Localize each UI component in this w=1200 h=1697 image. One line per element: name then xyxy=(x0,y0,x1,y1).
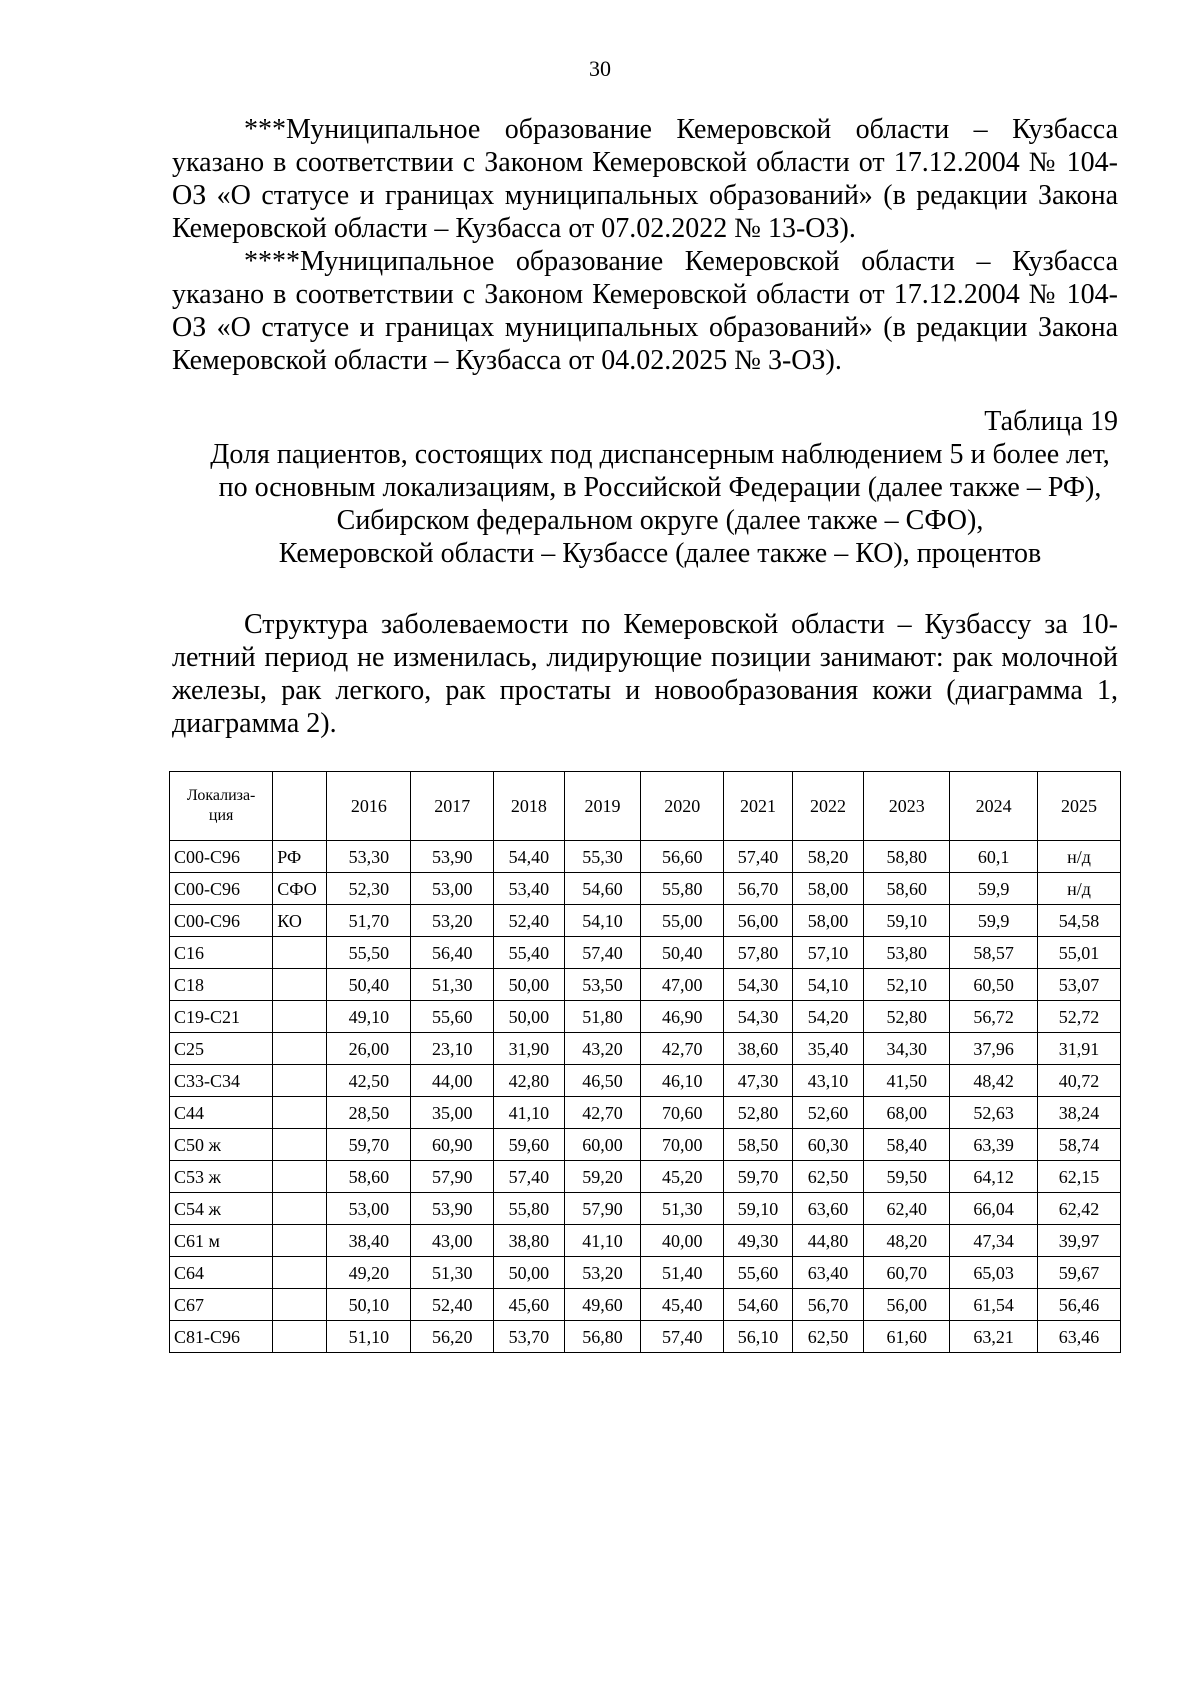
structure-paragraph: Структура заболеваемости по Кемеровской области – Кузбассу за 10-летний период не изменилась, лидирующие позиции занимают: рак молочной железы, рак легкого, рак простаты и новообразования кожи (диаграмма 1, диаграмма 2). xyxy=(172,609,1118,739)
region-cell xyxy=(273,1193,327,1225)
year-header: 2023 xyxy=(864,772,950,841)
table-row xyxy=(170,1065,1121,1097)
value-cell: 54,10 xyxy=(792,969,864,1001)
table-row xyxy=(170,841,1121,873)
year-header: 2019 xyxy=(564,772,641,841)
value-cell: 49,20 xyxy=(327,1257,411,1289)
table-row xyxy=(170,1193,1121,1225)
region-cell: РФ xyxy=(273,841,327,873)
value-cell: 51,10 xyxy=(327,1321,411,1353)
value-cell: 63,39 xyxy=(950,1129,1038,1161)
value-cell: 57,90 xyxy=(411,1161,494,1193)
value-cell: 52,40 xyxy=(411,1289,494,1321)
value-cell: 61,60 xyxy=(864,1321,950,1353)
table-row xyxy=(170,1033,1121,1065)
value-cell: 58,50 xyxy=(724,1129,793,1161)
value-cell: 63,60 xyxy=(792,1193,864,1225)
value-cell: 51,40 xyxy=(641,1257,724,1289)
value-cell: 53,20 xyxy=(411,905,494,937)
value-cell: 54,30 xyxy=(724,1001,793,1033)
value-cell: 55,50 xyxy=(327,937,411,969)
value-cell: 63,21 xyxy=(950,1321,1038,1353)
table-row xyxy=(170,1097,1121,1129)
localization-cell: С16 xyxy=(170,937,273,969)
value-cell: 59,67 xyxy=(1038,1257,1121,1289)
value-cell: 58,57 xyxy=(950,937,1038,969)
value-cell: 53,50 xyxy=(564,969,641,1001)
localization-cell: С25 xyxy=(170,1033,273,1065)
value-cell: 64,12 xyxy=(950,1161,1038,1193)
value-cell: 61,54 xyxy=(950,1289,1038,1321)
localization-header-line: Локализа- xyxy=(186,787,256,804)
region-cell xyxy=(273,937,327,969)
localization-cell: С18 xyxy=(170,969,273,1001)
region-cell: СФО xyxy=(273,873,327,905)
value-cell: 60,50 xyxy=(950,969,1038,1001)
table-row xyxy=(170,1161,1121,1193)
region-cell xyxy=(273,1097,327,1129)
value-cell: 47,00 xyxy=(641,969,724,1001)
value-cell: 43,10 xyxy=(792,1065,864,1097)
region-cell xyxy=(273,1129,327,1161)
value-cell: 52,80 xyxy=(724,1097,793,1129)
value-cell: 56,70 xyxy=(724,873,793,905)
value-cell: 57,80 xyxy=(724,937,793,969)
value-cell: 59,9 xyxy=(950,905,1038,937)
value-cell: 57,40 xyxy=(494,1161,565,1193)
value-cell: 50,40 xyxy=(327,969,411,1001)
value-cell: 23,10 xyxy=(411,1033,494,1065)
value-cell: 59,50 xyxy=(864,1161,950,1193)
localization-cell: С67 xyxy=(170,1289,273,1321)
value-cell: 49,10 xyxy=(327,1001,411,1033)
value-cell: 55,40 xyxy=(494,937,565,969)
value-cell: 59,9 xyxy=(950,873,1038,905)
value-cell: 51,30 xyxy=(641,1193,724,1225)
value-cell: 58,60 xyxy=(327,1161,411,1193)
value-cell: 56,46 xyxy=(1038,1289,1121,1321)
value-cell: 60,30 xyxy=(792,1129,864,1161)
value-cell: 35,00 xyxy=(411,1097,494,1129)
footnotes xyxy=(172,113,1118,377)
region-header xyxy=(273,772,327,841)
year-header: 2021 xyxy=(724,772,793,841)
value-cell: 58,74 xyxy=(1038,1129,1121,1161)
value-cell: 53,70 xyxy=(494,1321,565,1353)
value-cell: 68,00 xyxy=(864,1097,950,1129)
value-cell: 54,20 xyxy=(792,1001,864,1033)
value-cell: 42,50 xyxy=(327,1065,411,1097)
value-cell: 28,50 xyxy=(327,1097,411,1129)
table-caption xyxy=(172,405,1118,570)
year-header: 2024 xyxy=(950,772,1038,841)
value-cell: 53,20 xyxy=(564,1257,641,1289)
value-cell: 50,10 xyxy=(327,1289,411,1321)
table-row xyxy=(170,937,1121,969)
region-cell xyxy=(273,1225,327,1257)
value-cell: 54,10 xyxy=(564,905,641,937)
table-row xyxy=(170,905,1121,937)
value-cell: 52,63 xyxy=(950,1097,1038,1129)
localization-cell: С00-С96 xyxy=(170,873,273,905)
year-header: 2022 xyxy=(792,772,864,841)
value-cell: 53,40 xyxy=(494,873,565,905)
value-cell: 56,00 xyxy=(724,905,793,937)
localization-cell: С00-С96 xyxy=(170,905,273,937)
value-cell: 38,24 xyxy=(1038,1097,1121,1129)
value-cell: 40,00 xyxy=(641,1225,724,1257)
localization-cell: С50 ж xyxy=(170,1129,273,1161)
value-cell: н/д xyxy=(1038,841,1121,873)
localization-cell: С54 ж xyxy=(170,1193,273,1225)
table-row xyxy=(170,1321,1121,1353)
year-header: 2025 xyxy=(1038,772,1121,841)
value-cell: 46,10 xyxy=(641,1065,724,1097)
value-cell: 59,60 xyxy=(494,1129,565,1161)
value-cell: 31,91 xyxy=(1038,1033,1121,1065)
value-cell: 60,00 xyxy=(564,1129,641,1161)
value-cell: 55,60 xyxy=(411,1001,494,1033)
value-cell: 56,80 xyxy=(564,1321,641,1353)
value-cell: 45,40 xyxy=(641,1289,724,1321)
value-cell: 55,60 xyxy=(724,1257,793,1289)
value-cell: 60,1 xyxy=(950,841,1038,873)
value-cell: 70,00 xyxy=(641,1129,724,1161)
table-title-line: Сибирском федеральном округе (далее также – СФО), xyxy=(336,505,984,536)
value-cell: 45,60 xyxy=(494,1289,565,1321)
value-cell: 70,60 xyxy=(641,1097,724,1129)
value-cell: 44,00 xyxy=(411,1065,494,1097)
value-cell: 56,20 xyxy=(411,1321,494,1353)
value-cell: 53,90 xyxy=(411,1193,494,1225)
value-cell: 53,90 xyxy=(411,841,494,873)
value-cell: 52,40 xyxy=(494,905,565,937)
value-cell: 51,70 xyxy=(327,905,411,937)
region-cell xyxy=(273,1321,327,1353)
value-cell: 55,01 xyxy=(1038,937,1121,969)
value-cell: 56,60 xyxy=(641,841,724,873)
value-cell: 31,90 xyxy=(494,1033,565,1065)
value-cell: 62,50 xyxy=(792,1321,864,1353)
value-cell: 35,40 xyxy=(792,1033,864,1065)
table-number: Таблица 19 xyxy=(984,406,1118,437)
value-cell: 63,46 xyxy=(1038,1321,1121,1353)
footnote-quadruple-asterisk: ****Муниципальное образование Кемеровской области – Кузбасса указано в соответствии с Законом Кемеровской области от 17.12.2004 № 104-ОЗ «О статусе и границах муниципальных образований» (в редакции Закона Кемеровской области – Кузбасса от 04.02.2025 № 3-ОЗ). xyxy=(172,246,1118,376)
value-cell: 54,58 xyxy=(1038,905,1121,937)
value-cell: 58,40 xyxy=(864,1129,950,1161)
value-cell: н/д xyxy=(1038,873,1121,905)
value-cell: 62,40 xyxy=(864,1193,950,1225)
value-cell: 42,70 xyxy=(641,1033,724,1065)
page-number: 30 xyxy=(589,56,611,81)
table-row xyxy=(170,1257,1121,1289)
localization-cell: С44 xyxy=(170,1097,273,1129)
value-cell: 41,50 xyxy=(864,1065,950,1097)
table-row xyxy=(170,1129,1121,1161)
localization-header xyxy=(170,772,273,841)
value-cell: 60,90 xyxy=(411,1129,494,1161)
table-title-line: Кемеровской области – Кузбассе (далее также – КО), процентов xyxy=(278,538,1042,569)
localization-cell: С53 ж xyxy=(170,1161,273,1193)
value-cell: 38,80 xyxy=(494,1225,565,1257)
footnote-triple-asterisk: ***Муниципальное образование Кемеровской области – Кузбасса указано в соответствии с Законом Кемеровской области от 17.12.2004 № 104-ОЗ «О статусе и границах муниципальных образований» (в редакции Закона Кемеровской области – Кузбасса от 07.02.2022 № 13-ОЗ). xyxy=(172,114,1118,244)
value-cell: 56,72 xyxy=(950,1001,1038,1033)
value-cell: 56,10 xyxy=(724,1321,793,1353)
value-cell: 52,30 xyxy=(327,873,411,905)
value-cell: 62,15 xyxy=(1038,1161,1121,1193)
value-cell: 54,40 xyxy=(494,841,565,873)
value-cell: 38,40 xyxy=(327,1225,411,1257)
value-cell: 59,10 xyxy=(864,905,950,937)
localization-cell: С19-С21 xyxy=(170,1001,273,1033)
value-cell: 59,10 xyxy=(724,1193,793,1225)
value-cell: 42,80 xyxy=(494,1065,565,1097)
value-cell: 52,10 xyxy=(864,969,950,1001)
value-cell: 59,20 xyxy=(564,1161,641,1193)
value-cell: 47,34 xyxy=(950,1225,1038,1257)
value-cell: 46,50 xyxy=(564,1065,641,1097)
value-cell: 56,00 xyxy=(864,1289,950,1321)
value-cell: 59,70 xyxy=(724,1161,793,1193)
value-cell: 51,30 xyxy=(411,1257,494,1289)
value-cell: 37,96 xyxy=(950,1033,1038,1065)
localization-cell: С81-С96 xyxy=(170,1321,273,1353)
value-cell: 50,00 xyxy=(494,1257,565,1289)
table-body xyxy=(170,841,1121,1353)
year-header: 2016 xyxy=(327,772,411,841)
value-cell: 41,10 xyxy=(494,1097,565,1129)
dispensary-share-table xyxy=(169,771,1121,1353)
value-cell: 50,00 xyxy=(494,1001,565,1033)
value-cell: 57,90 xyxy=(564,1193,641,1225)
value-cell: 62,50 xyxy=(792,1161,864,1193)
value-cell: 58,00 xyxy=(792,905,864,937)
value-cell: 60,70 xyxy=(864,1257,950,1289)
value-cell: 55,80 xyxy=(641,873,724,905)
value-cell: 58,00 xyxy=(792,873,864,905)
value-cell: 38,60 xyxy=(724,1033,793,1065)
value-cell: 54,60 xyxy=(564,873,641,905)
value-cell: 62,42 xyxy=(1038,1193,1121,1225)
value-cell: 54,60 xyxy=(724,1289,793,1321)
value-cell: 58,80 xyxy=(864,841,950,873)
localization-cell: С61 м xyxy=(170,1225,273,1257)
table-row xyxy=(170,1001,1121,1033)
year-header: 2017 xyxy=(411,772,494,841)
value-cell: 55,30 xyxy=(564,841,641,873)
value-cell: 49,30 xyxy=(724,1225,793,1257)
value-cell: 55,80 xyxy=(494,1193,565,1225)
value-cell: 57,40 xyxy=(724,841,793,873)
value-cell: 52,60 xyxy=(792,1097,864,1129)
value-cell: 51,80 xyxy=(564,1001,641,1033)
localization-cell: С33-С34 xyxy=(170,1065,273,1097)
table-title-line: по основным локализациям, в Российской Федерации (далее также – РФ), xyxy=(218,472,1102,503)
table-row xyxy=(170,1225,1121,1257)
year-header: 2020 xyxy=(641,772,724,841)
table-title-line: Доля пациентов, состоящих под диспансерным наблюдением 5 и более лет, xyxy=(210,439,1110,470)
value-cell: 56,70 xyxy=(792,1289,864,1321)
value-cell: 49,60 xyxy=(564,1289,641,1321)
value-cell: 56,40 xyxy=(411,937,494,969)
value-cell: 53,00 xyxy=(411,873,494,905)
table-row xyxy=(170,1289,1121,1321)
value-cell: 43,20 xyxy=(564,1033,641,1065)
value-cell: 34,30 xyxy=(864,1033,950,1065)
value-cell: 26,00 xyxy=(327,1033,411,1065)
value-cell: 45,20 xyxy=(641,1161,724,1193)
region-cell xyxy=(273,1065,327,1097)
region-cell xyxy=(273,1001,327,1033)
value-cell: 57,40 xyxy=(564,937,641,969)
table-row xyxy=(170,873,1121,905)
value-cell: 50,40 xyxy=(641,937,724,969)
value-cell: 48,20 xyxy=(864,1225,950,1257)
value-cell: 65,03 xyxy=(950,1257,1038,1289)
value-cell: 43,00 xyxy=(411,1225,494,1257)
value-cell: 50,00 xyxy=(494,969,565,1001)
region-cell: КО xyxy=(273,905,327,937)
region-cell xyxy=(273,1033,327,1065)
value-cell: 58,20 xyxy=(792,841,864,873)
localization-cell: С64 xyxy=(170,1257,273,1289)
value-cell: 53,30 xyxy=(327,841,411,873)
value-cell: 52,72 xyxy=(1038,1001,1121,1033)
year-header: 2018 xyxy=(494,772,565,841)
value-cell: 40,72 xyxy=(1038,1065,1121,1097)
value-cell: 54,30 xyxy=(724,969,793,1001)
localization-cell: С00-С96 xyxy=(170,841,273,873)
value-cell: 66,04 xyxy=(950,1193,1038,1225)
region-cell xyxy=(273,1289,327,1321)
value-cell: 44,80 xyxy=(792,1225,864,1257)
value-cell: 53,80 xyxy=(864,937,950,969)
value-cell: 55,00 xyxy=(641,905,724,937)
region-cell xyxy=(273,969,327,1001)
localization-header-line: ция xyxy=(208,807,234,824)
value-cell: 48,42 xyxy=(950,1065,1038,1097)
value-cell: 39,97 xyxy=(1038,1225,1121,1257)
table-title xyxy=(172,438,1118,570)
value-cell: 63,40 xyxy=(792,1257,864,1289)
value-cell: 51,30 xyxy=(411,969,494,1001)
value-cell: 59,70 xyxy=(327,1129,411,1161)
region-cell xyxy=(273,1257,327,1289)
value-cell: 58,60 xyxy=(864,873,950,905)
value-cell: 53,00 xyxy=(327,1193,411,1225)
value-cell: 41,10 xyxy=(564,1225,641,1257)
value-cell: 57,40 xyxy=(641,1321,724,1353)
table-row xyxy=(170,969,1121,1001)
value-cell: 46,90 xyxy=(641,1001,724,1033)
table-header-row xyxy=(170,772,1121,841)
structure-paragraph-block xyxy=(172,608,1118,740)
value-cell: 47,30 xyxy=(724,1065,793,1097)
value-cell: 52,80 xyxy=(864,1001,950,1033)
region-cell xyxy=(273,1161,327,1193)
value-cell: 53,07 xyxy=(1038,969,1121,1001)
value-cell: 42,70 xyxy=(564,1097,641,1129)
value-cell: 57,10 xyxy=(792,937,864,969)
